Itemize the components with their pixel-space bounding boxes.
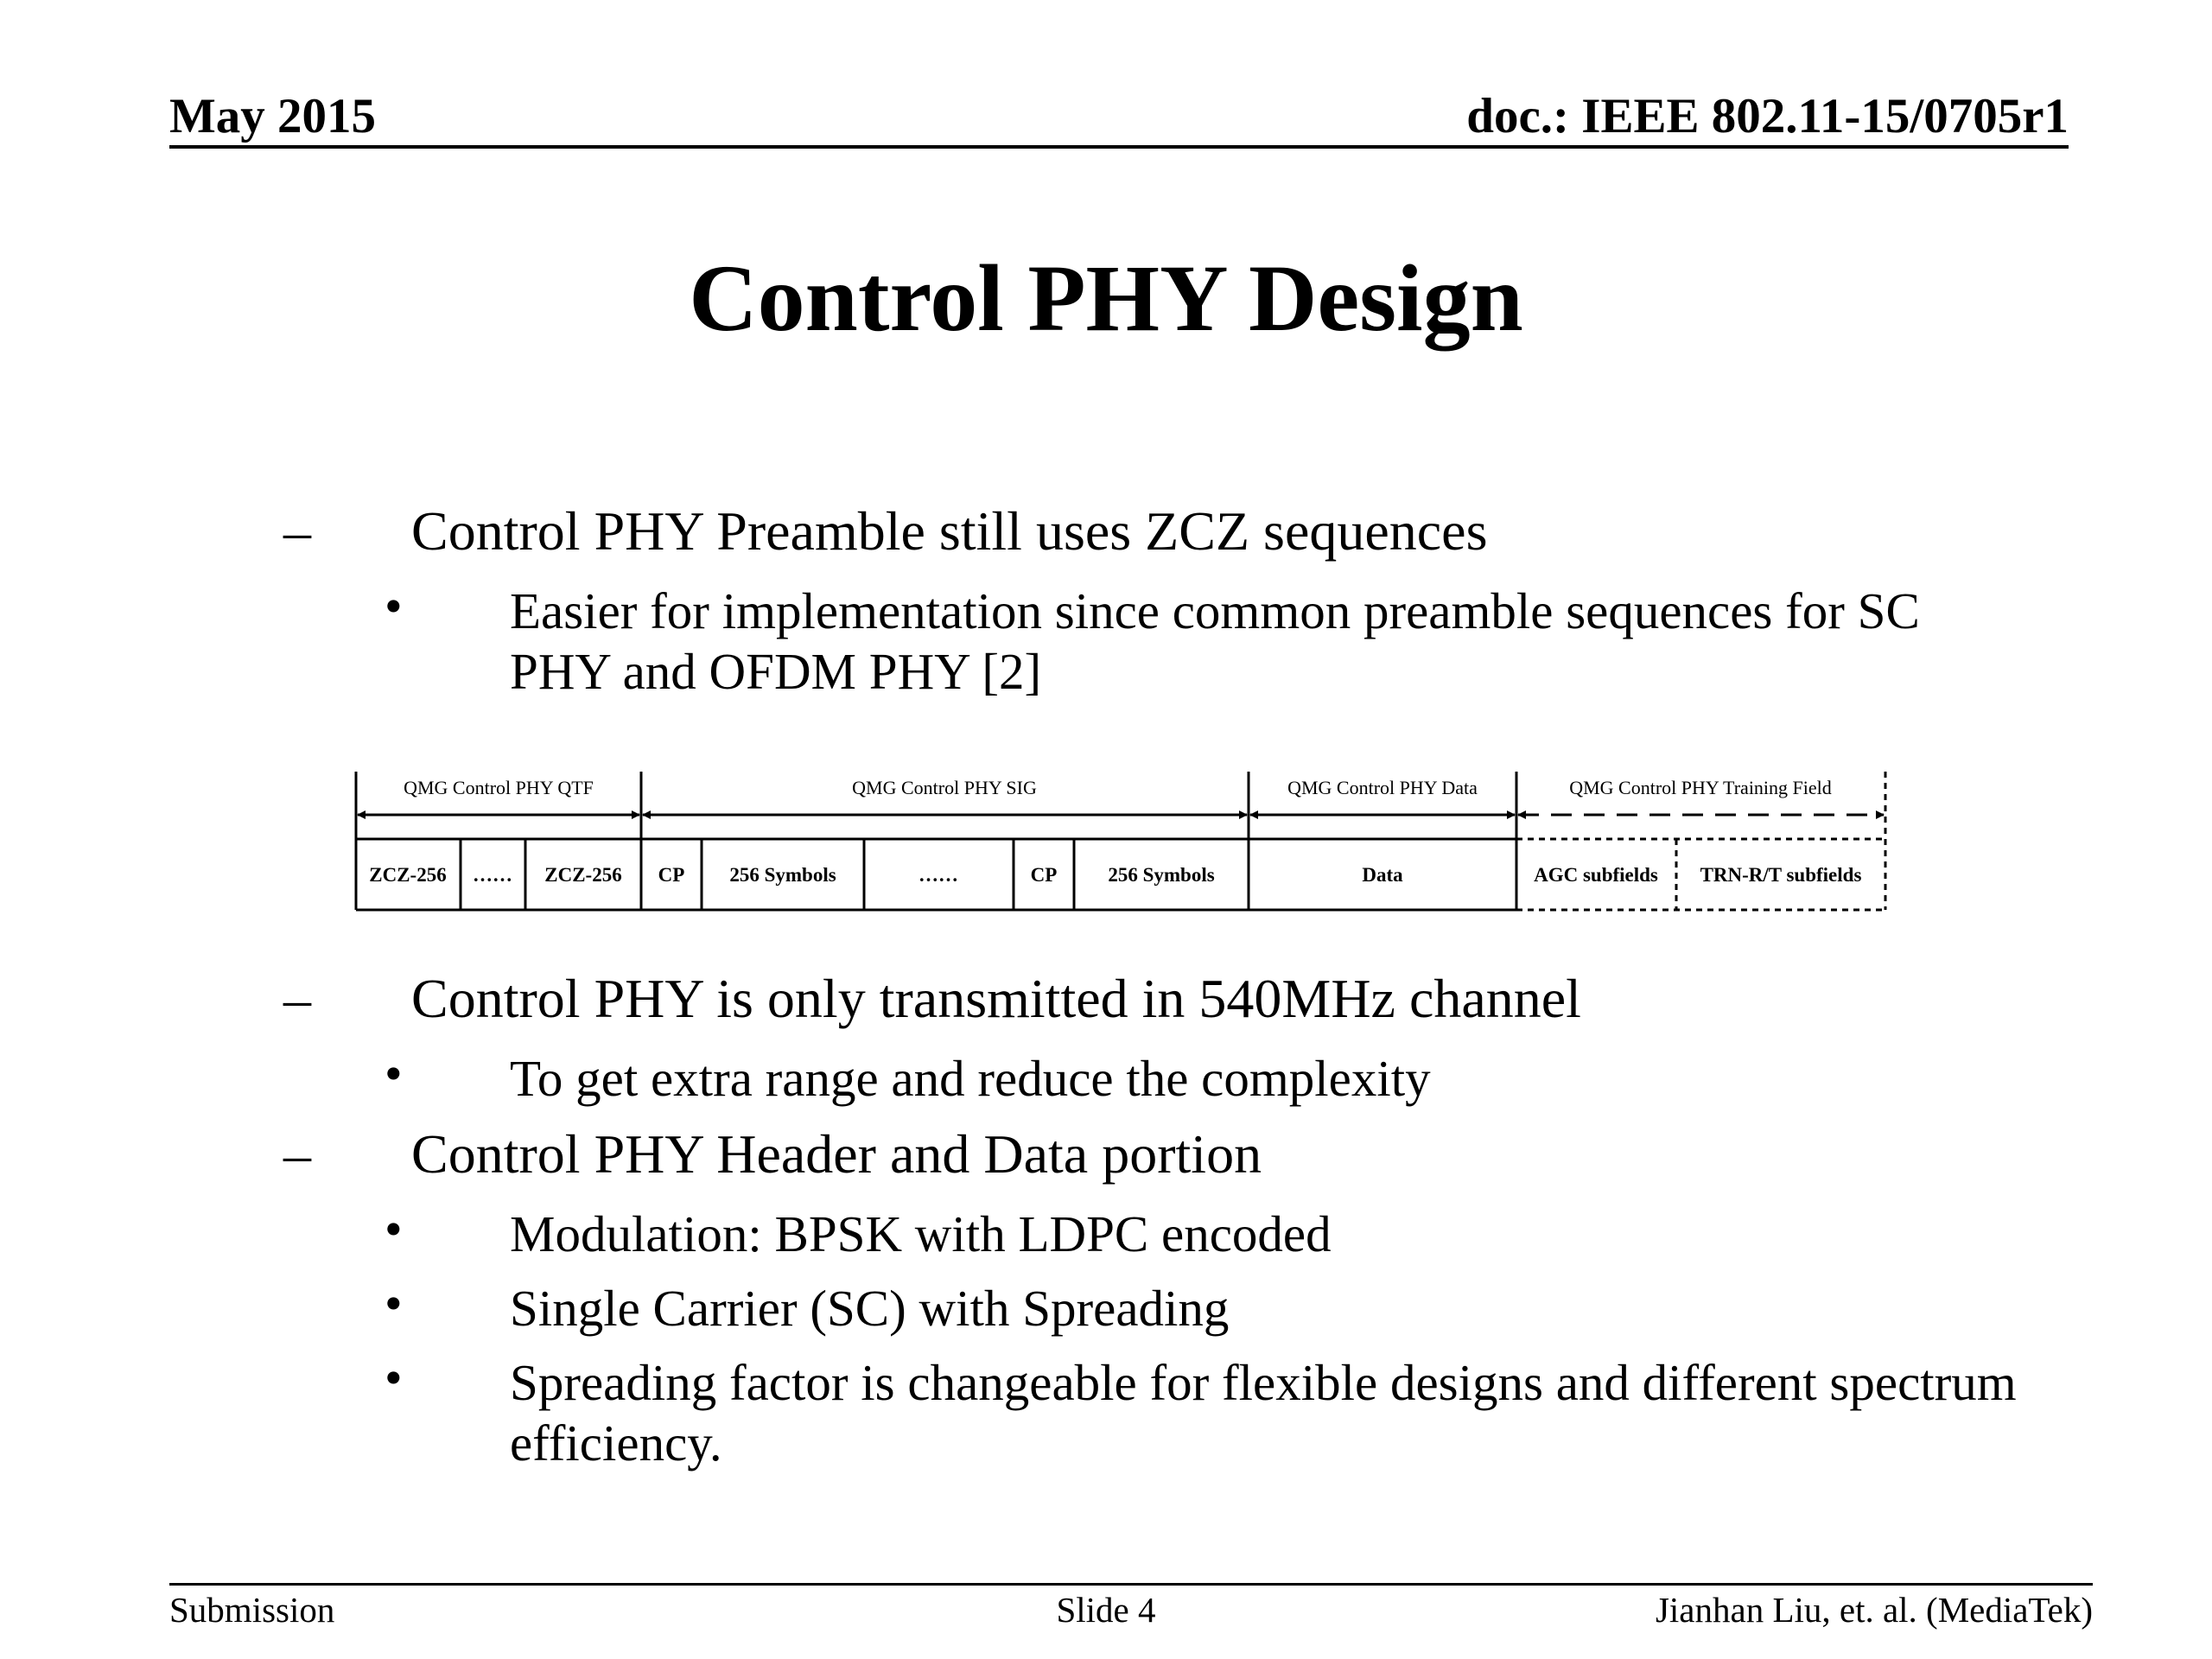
- sub-bullet-text: To get extra range and reduce the complexity: [510, 1050, 1431, 1107]
- bullet-dot-marker: •: [385, 1200, 403, 1257]
- label-sig: QMG Control PHY SIG: [852, 777, 1037, 798]
- dash-marker: –: [283, 968, 311, 1029]
- bullet-text: Control PHY is only transmitted in 540MHz channel: [411, 968, 1581, 1029]
- cell-agc-subfields: AGC subfields: [1534, 864, 1658, 886]
- sub-bullet-text: Single Carrier (SC) with Spreading: [510, 1280, 1230, 1337]
- cell-trn-subfields: TRN-R/T subfields: [1700, 864, 1862, 886]
- label-data: QMG Control PHY Data: [1287, 777, 1478, 798]
- footer-divider: [169, 1583, 2093, 1586]
- sub-bullet-text: Modulation: BPSK with LDPC encoded: [510, 1205, 1332, 1262]
- cell-ellipsis: ……: [918, 864, 958, 886]
- cell-zcz: ZCZ-256: [369, 864, 447, 886]
- frame-structure-diagram: [346, 765, 1901, 912]
- footer-author: Jianhan Liu, et. al. (MediaTek): [1655, 1590, 2093, 1630]
- label-qtf: QMG Control PHY QTF: [404, 777, 594, 798]
- cell-cp: CP: [658, 864, 685, 886]
- cell-data: Data: [1362, 864, 1403, 886]
- cell-cp: CP: [1030, 864, 1058, 886]
- sub-bullet-text: Easier for implementation since common preamble sequences for SC PHY and OFDM PHY [2]: [510, 582, 1920, 700]
- slide-title: Control PHY Design: [689, 245, 1523, 351]
- bullet-dot-marker: •: [385, 1274, 403, 1332]
- footer-slide-number: Slide 4: [1056, 1590, 1156, 1630]
- sub-bullet-text: Spreading factor is changeable for flexible designs and different spectrum efficiency.: [510, 1354, 2017, 1471]
- dash-marker: –: [283, 500, 311, 562]
- bullet-dot-marker: •: [385, 1045, 403, 1102]
- cell-symbols: 256 Symbols: [1108, 864, 1215, 886]
- cell-zcz: ZCZ-256: [544, 864, 622, 886]
- cell-ellipsis: ……: [473, 864, 512, 886]
- dash-marker: –: [283, 1123, 311, 1185]
- header-doc-id: doc.: IEEE 802.11-15/0705r1: [1466, 89, 2069, 143]
- bullet-text: Control PHY Header and Data portion: [411, 1123, 1262, 1185]
- bullet-text: Control PHY Preamble still uses ZCZ sequences: [411, 500, 1488, 562]
- header-divider: [169, 145, 2069, 149]
- cell-symbols: 256 Symbols: [729, 864, 836, 886]
- bullet-dot-marker: •: [385, 577, 403, 634]
- footer-submission: Submission: [169, 1590, 335, 1630]
- label-training: QMG Control PHY Training Field: [1569, 777, 1832, 798]
- bullet-dot-marker: •: [385, 1349, 403, 1406]
- header-date: May 2015: [169, 89, 377, 143]
